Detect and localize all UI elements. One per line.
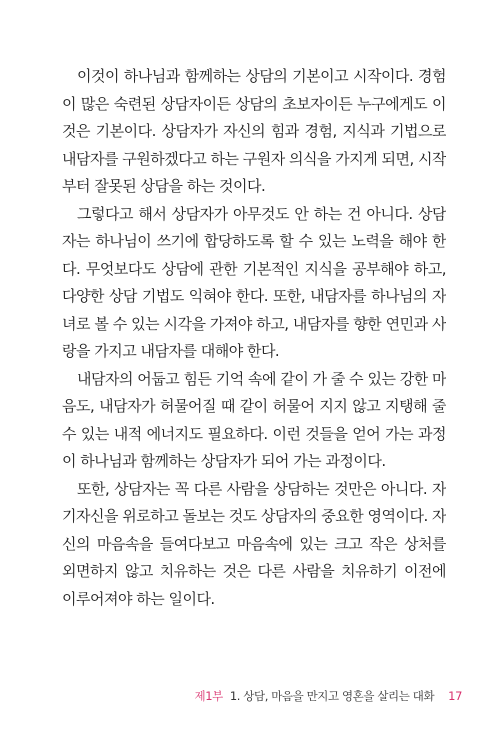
text-line: 수 있는 내적 에너지도 필요하다. 이런 것들을 얻어 가는 과정 bbox=[62, 424, 446, 443]
text-line: 것은 기본이다. 상담자가 자신의 힘과 경험, 지식과 기법으로 bbox=[62, 122, 446, 140]
chapter-title: 1. 상담, 마음을 만지고 영혼을 살리는 대화 bbox=[229, 689, 435, 703]
text-line: 다. 무엇보다도 상담에 관한 기본적인 지식을 공부해야 하고, bbox=[62, 259, 446, 278]
text-line: 또한, 상담자는 꼭 다른 사람을 상담하는 것만은 아니다. 자 bbox=[77, 479, 446, 498]
text-line: 그렇다고 해서 상담자가 아무것도 안 하는 건 아니다. 상담 bbox=[77, 204, 446, 223]
page-number: 17 bbox=[448, 689, 462, 703]
text-line: 내담자의 어둡고 힘든 기억 속에 같이 가 줄 수 있는 강한 마 bbox=[77, 369, 446, 388]
text-line: 이 하나님과 함께하는 상담자가 되어 가는 과정이다. bbox=[62, 452, 386, 470]
text-line: 외면하지 않고 치유하는 것은 다른 사람을 치유하기 이전에 bbox=[62, 562, 446, 580]
text-line: 내담자를 구원하겠다고 하는 구원자 의식을 가지게 되면, 시작 bbox=[62, 149, 446, 168]
text-line: 이것이 하나님과 함께하는 상담의 기본이고 시작이다. 경험 bbox=[77, 67, 446, 85]
text-line: 랑을 가지고 내담자를 대해야 한다. bbox=[62, 342, 280, 360]
text-line: 기자신을 위로하고 돌보는 것도 상담자의 중요한 영역이다. 자 bbox=[62, 507, 446, 525]
text-line: 음도, 내담자가 허물어질 때 같이 허물어 지지 않고 지탱해 줄 bbox=[62, 397, 446, 415]
text-line: 자는 하나님이 쓰기에 합당하도록 할 수 있는 노력을 해야 한 bbox=[62, 232, 446, 250]
text-line: 이 많은 숙련된 상담자이든 상담의 초보자이든 누구에게도 이 bbox=[62, 94, 446, 113]
text-line: 신의 마음속을 들여다보고 마음속에 있는 크고 작은 상처를 bbox=[62, 534, 446, 553]
text-line: 부터 잘못된 상담을 하는 것이다. bbox=[62, 177, 266, 195]
text-line: 이루어져야 하는 일이다. bbox=[62, 589, 215, 608]
text-line: 녀로 볼 수 있는 시각을 가져야 하고, 내담자를 향한 연민과 사 bbox=[62, 314, 446, 333]
text-line: 다양한 상담 기법도 익혀야 한다. 또한, 내담자를 하나님의 자 bbox=[62, 287, 446, 305]
part-label: 제1부 bbox=[194, 689, 223, 703]
body-text bbox=[62, 63, 446, 613]
page-footer bbox=[0, 686, 462, 706]
